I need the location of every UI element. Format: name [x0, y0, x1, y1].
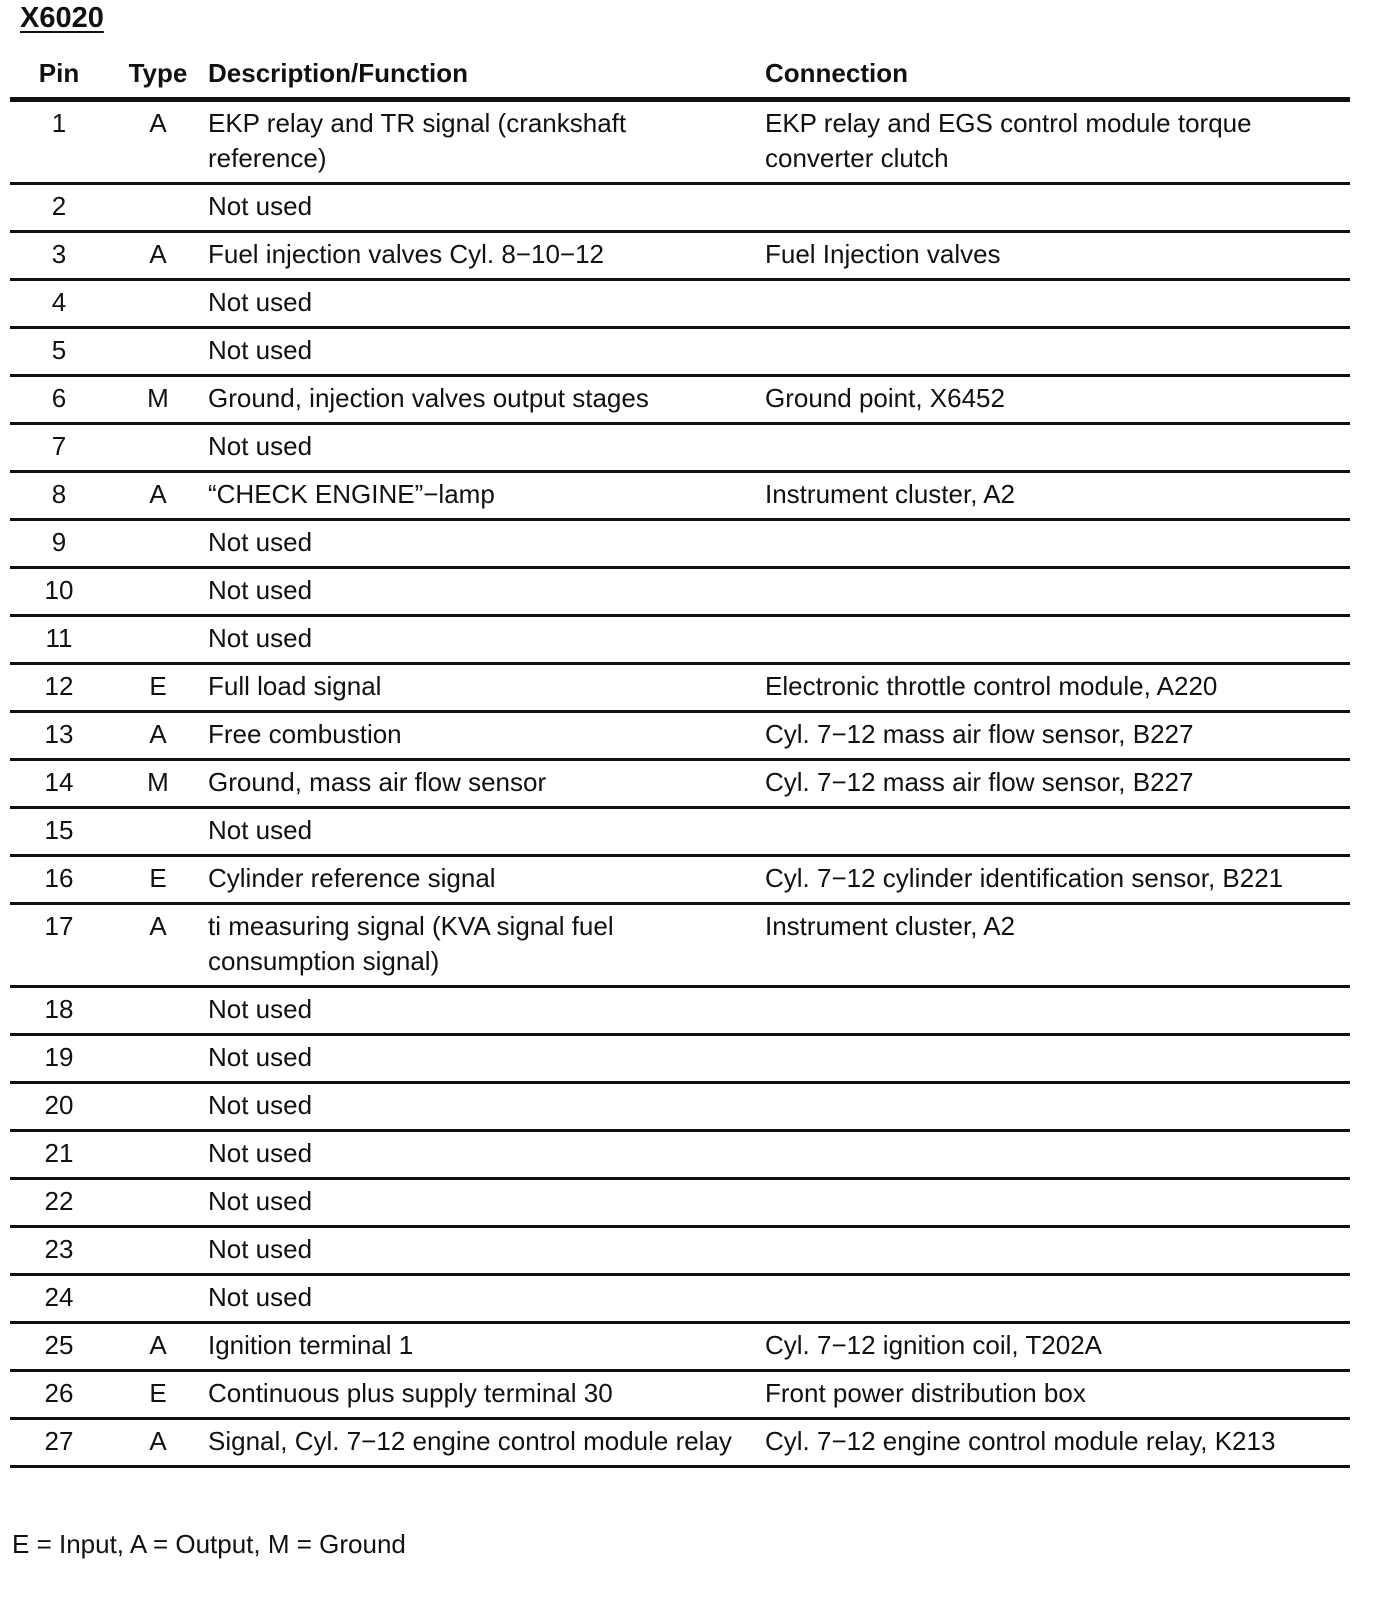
type-legend: E = Input, A = Output, M = Ground: [12, 1529, 406, 1559]
table-row: [10, 1419, 1350, 1467]
connection-cell: Instrument cluster, A2: [765, 904, 1350, 987]
description-cell: Not used: [208, 1275, 765, 1323]
type-cell: E: [108, 664, 208, 712]
pin-cell: 19: [10, 1035, 108, 1083]
type-cell: [108, 616, 208, 664]
description-cell: Ground, mass air flow sensor: [208, 760, 765, 808]
table-row: [10, 1323, 1350, 1371]
description-cell: Not used: [208, 280, 765, 328]
connection-cell: Ground point, X6452: [765, 376, 1350, 424]
table-row: [10, 232, 1350, 280]
table-row: [10, 987, 1350, 1035]
table-row: [10, 100, 1350, 184]
table-row: [10, 664, 1350, 712]
table-row: [10, 808, 1350, 856]
header-connection: Connection: [765, 52, 1350, 100]
table-row: [10, 472, 1350, 520]
description-cell: Not used: [208, 424, 765, 472]
type-cell: A: [108, 1419, 208, 1467]
connection-cell: Cyl. 7−12 mass air flow sensor, B227: [765, 712, 1350, 760]
description-cell: Not used: [208, 987, 765, 1035]
pin-cell: 22: [10, 1179, 108, 1227]
table-row: [10, 1131, 1350, 1179]
connection-cell: [765, 1083, 1350, 1131]
connection-cell: [765, 520, 1350, 568]
connection-cell: EKP relay and EGS control module torque converter clutch: [765, 100, 1350, 184]
table-row: [10, 520, 1350, 568]
connection-cell: Fuel Injection valves: [765, 232, 1350, 280]
description-cell: Not used: [208, 1131, 765, 1179]
table-row: [10, 1275, 1350, 1323]
pin-cell: 5: [10, 328, 108, 376]
pin-cell: 14: [10, 760, 108, 808]
pin-cell: 2: [10, 184, 108, 232]
connection-cell: [765, 987, 1350, 1035]
connection-cell: Front power distribution box: [765, 1371, 1350, 1419]
table-row: [10, 1371, 1350, 1419]
header-row: [10, 52, 1350, 100]
connection-cell: [765, 328, 1350, 376]
type-cell: [108, 1131, 208, 1179]
table-row: [10, 1083, 1350, 1131]
description-cell: Free combustion: [208, 712, 765, 760]
table-row: [10, 760, 1350, 808]
connection-cell: [765, 184, 1350, 232]
description-cell: ti measuring signal (KVA signal fuel consumption signal): [208, 904, 765, 987]
description-cell: Continuous plus supply terminal 30: [208, 1371, 765, 1419]
table-row: [10, 376, 1350, 424]
connection-cell: [765, 1227, 1350, 1275]
pin-cell: 7: [10, 424, 108, 472]
table-row: [10, 1035, 1350, 1083]
table-row: [10, 616, 1350, 664]
table-row: [10, 568, 1350, 616]
header-type: Type: [108, 52, 208, 100]
table-row: [10, 1179, 1350, 1227]
pin-cell: 17: [10, 904, 108, 987]
pin-assignment-table: [10, 52, 1350, 1468]
connection-cell: [765, 280, 1350, 328]
type-cell: [108, 987, 208, 1035]
type-cell: A: [108, 100, 208, 184]
description-cell: Not used: [208, 1035, 765, 1083]
connection-cell: [765, 1131, 1350, 1179]
type-cell: [108, 184, 208, 232]
pin-cell: 3: [10, 232, 108, 280]
table-row: [10, 904, 1350, 987]
table-body: [10, 100, 1350, 1467]
pin-cell: 25: [10, 1323, 108, 1371]
pin-cell: 1: [10, 100, 108, 184]
description-cell: Not used: [208, 616, 765, 664]
connector-title: X6020: [20, 2, 104, 34]
connection-cell: Instrument cluster, A2: [765, 472, 1350, 520]
table-row: [10, 1227, 1350, 1275]
pin-cell: 8: [10, 472, 108, 520]
type-cell: A: [108, 1323, 208, 1371]
description-cell: Not used: [208, 520, 765, 568]
connection-cell: Cyl. 7−12 mass air flow sensor, B227: [765, 760, 1350, 808]
table-row: [10, 856, 1350, 904]
description-cell: Not used: [208, 568, 765, 616]
type-cell: [108, 1083, 208, 1131]
description-cell: Not used: [208, 184, 765, 232]
description-cell: Not used: [208, 808, 765, 856]
type-cell: E: [108, 856, 208, 904]
connection-cell: [765, 424, 1350, 472]
connection-cell: [765, 568, 1350, 616]
header-pin: Pin: [10, 52, 108, 100]
type-cell: M: [108, 376, 208, 424]
type-cell: A: [108, 712, 208, 760]
pin-cell: 20: [10, 1083, 108, 1131]
pin-cell: 16: [10, 856, 108, 904]
description-cell: Ground, injection valves output stages: [208, 376, 765, 424]
description-cell: Not used: [208, 1227, 765, 1275]
pin-cell: 27: [10, 1419, 108, 1467]
pin-cell: 13: [10, 712, 108, 760]
connection-cell: Cyl. 7−12 ignition coil, T202A: [765, 1323, 1350, 1371]
type-cell: [108, 1227, 208, 1275]
type-cell: [108, 1179, 208, 1227]
description-cell: Fuel injection valves Cyl. 8−10−12: [208, 232, 765, 280]
description-cell: EKP relay and TR signal (crankshaft reference): [208, 100, 765, 184]
connection-cell: [765, 1275, 1350, 1323]
description-cell: Signal, Cyl. 7−12 engine control module relay: [208, 1419, 765, 1467]
header-description: Description/Function: [208, 52, 765, 100]
pin-cell: 11: [10, 616, 108, 664]
description-cell: Ignition terminal 1: [208, 1323, 765, 1371]
connection-cell: [765, 808, 1350, 856]
pin-cell: 15: [10, 808, 108, 856]
description-cell: Not used: [208, 1083, 765, 1131]
pin-cell: 10: [10, 568, 108, 616]
table-row: [10, 280, 1350, 328]
table-row: [10, 184, 1350, 232]
type-cell: [108, 328, 208, 376]
type-cell: M: [108, 760, 208, 808]
type-cell: [108, 520, 208, 568]
type-cell: A: [108, 472, 208, 520]
type-cell: [108, 1275, 208, 1323]
type-cell: [108, 808, 208, 856]
type-cell: E: [108, 1371, 208, 1419]
type-cell: [108, 568, 208, 616]
pin-cell: 24: [10, 1275, 108, 1323]
connection-cell: Cyl. 7−12 cylinder identification sensor, B221: [765, 856, 1350, 904]
pin-cell: 23: [10, 1227, 108, 1275]
description-cell: “CHECK ENGINE”−lamp: [208, 472, 765, 520]
table-row: [10, 712, 1350, 760]
pin-cell: 9: [10, 520, 108, 568]
type-cell: A: [108, 904, 208, 987]
description-cell: Not used: [208, 1179, 765, 1227]
pin-cell: 21: [10, 1131, 108, 1179]
pin-cell: 6: [10, 376, 108, 424]
pin-cell: 12: [10, 664, 108, 712]
description-cell: Not used: [208, 328, 765, 376]
table-row: [10, 328, 1350, 376]
table-header: [10, 52, 1350, 100]
connection-cell: Cyl. 7−12 engine control module relay, K213: [765, 1419, 1350, 1467]
connection-cell: [765, 1035, 1350, 1083]
type-cell: A: [108, 232, 208, 280]
connection-cell: [765, 616, 1350, 664]
description-cell: Cylinder reference signal: [208, 856, 765, 904]
connection-cell: [765, 1179, 1350, 1227]
connection-cell: Electronic throttle control module, A220: [765, 664, 1350, 712]
pin-cell: 18: [10, 987, 108, 1035]
pin-cell: 4: [10, 280, 108, 328]
description-cell: Full load signal: [208, 664, 765, 712]
type-cell: [108, 280, 208, 328]
type-cell: [108, 424, 208, 472]
pin-cell: 26: [10, 1371, 108, 1419]
type-cell: [108, 1035, 208, 1083]
table-row: [10, 424, 1350, 472]
